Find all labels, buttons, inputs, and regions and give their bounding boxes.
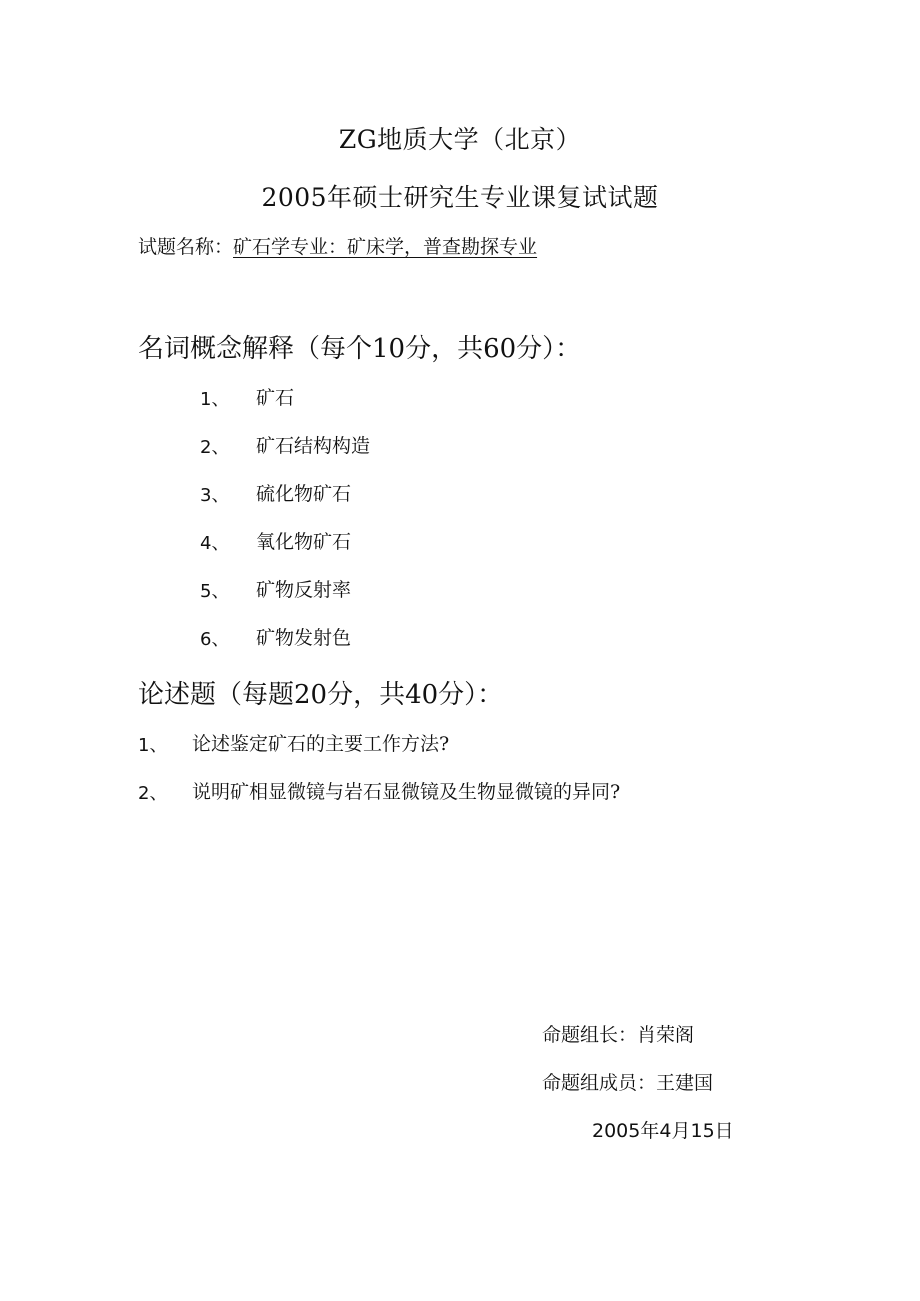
university-title: ZG地质大学（北京）: [338, 125, 582, 154]
section-essay-heading: 论述题（每题20分，共40分）：: [138, 680, 504, 710]
exam-member: 命题组成员：王建国: [542, 1072, 714, 1094]
term-number: 1、: [200, 389, 230, 410]
essay-question: 论述鉴定矿石的主要工作方法?: [192, 733, 450, 755]
subject-line: [138, 232, 537, 259]
major-label: 专业：: [290, 236, 348, 258]
term-item: 矿物发射色: [256, 627, 352, 649]
term-item: 硫化物矿石: [256, 483, 352, 505]
date-day-suffix: 日: [714, 1120, 734, 1142]
course-name: 矿石学: [233, 236, 291, 258]
term-number: 4、: [200, 533, 230, 554]
term-item: 矿石: [256, 387, 295, 409]
term-number: 6、: [200, 629, 230, 650]
term-item: 矿物反射率: [256, 579, 352, 601]
term-number: 2、: [200, 437, 230, 458]
term-number: 3、: [200, 485, 230, 506]
question-number: 1、: [138, 735, 168, 756]
date-year: 2005: [592, 1120, 641, 1142]
subject-label: 试题名称：: [138, 236, 234, 258]
essay-question: 说明矿相显微镜与岩石显微镜及生物显微镜的异同?: [192, 781, 621, 803]
term-number: 5、: [200, 581, 230, 602]
exam-leader: 命题组长：肖荣阁: [542, 1024, 695, 1046]
question-number: 2、: [138, 783, 168, 804]
exam-date: [592, 1116, 734, 1143]
exam-title: 2005年硕士研究生专业课复试试题: [261, 183, 659, 212]
term-item: 氧化物矿石: [256, 531, 352, 553]
date-year-suffix: 年: [640, 1120, 660, 1142]
major-names: 矿床学，普查勘探专业: [347, 236, 538, 258]
date-month-suffix: 月: [671, 1120, 691, 1142]
date-day: 15: [690, 1120, 715, 1142]
section-terms-heading: 名词概念解释（每个10分，共60分）：: [138, 334, 582, 364]
date-month: 4: [659, 1120, 672, 1142]
term-item: 矿石结构构造: [256, 435, 371, 457]
